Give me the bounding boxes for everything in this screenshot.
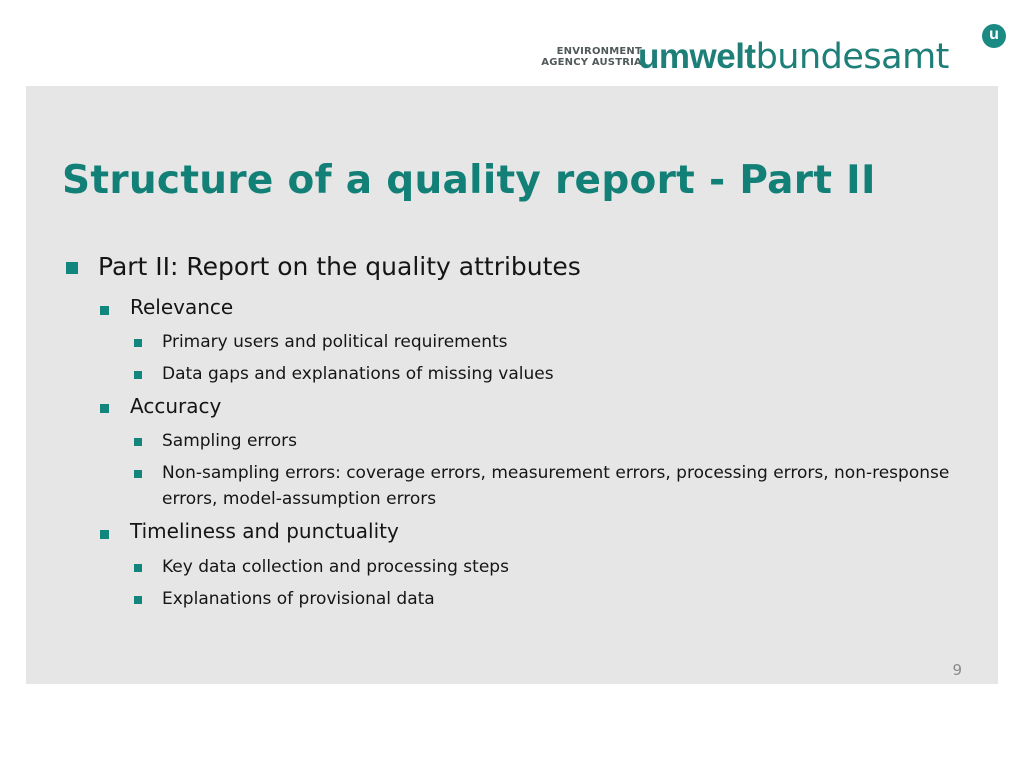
logo-word-light: bundesamt <box>755 37 949 77</box>
list-item-level2: Timeliness and punctuality <box>130 519 399 543</box>
logo-subtitle <box>532 46 642 68</box>
list-item-level3: Primary users and political requirements <box>162 332 508 352</box>
list-item-level3: Non-sampling errors: coverage errors, measurement errors, processing errors, non-response errors, model-assumption errors <box>162 463 950 509</box>
logo-word-bold: umwelt <box>638 37 756 76</box>
bullet-icon <box>134 339 142 347</box>
logo-mark-icon: u <box>982 24 1006 48</box>
bullet-icon <box>134 438 142 446</box>
bullet-icon <box>100 404 109 413</box>
header <box>0 0 1024 84</box>
list-item-level3: Explanations of provisional data <box>162 589 435 609</box>
logo-line-2: AGENCY AUSTRIA <box>541 57 642 68</box>
page-number: 9 <box>952 661 962 679</box>
logo-line-1: ENVIRONMENT <box>556 46 642 57</box>
bullet-icon <box>134 564 142 572</box>
list-item-level3: Key data collection and processing steps <box>162 557 509 577</box>
list-item-level1: Part II: Report on the quality attributes <box>98 252 581 281</box>
list-item-level2: Accuracy <box>130 394 222 418</box>
bullet-icon <box>134 470 142 478</box>
slide <box>26 86 998 684</box>
bullet-icon <box>100 530 109 539</box>
bullet-icon <box>134 596 142 604</box>
list-item-level3: Sampling errors <box>162 431 297 451</box>
slide-title: Structure of a quality report - Part II <box>62 158 876 203</box>
bullet-icon <box>134 371 142 379</box>
bullet-icon <box>66 262 78 274</box>
list-item-level2: Relevance <box>130 295 234 319</box>
list-item-level3: Data gaps and explanations of missing values <box>162 364 554 384</box>
logo-wordmark <box>638 37 949 77</box>
bullet-icon <box>100 306 109 315</box>
